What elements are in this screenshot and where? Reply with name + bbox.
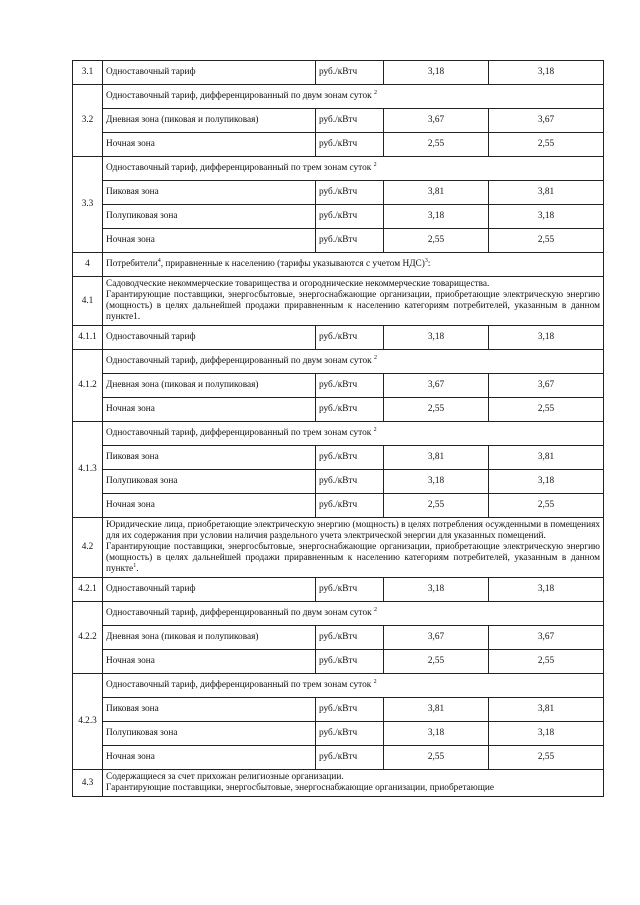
value-cell-2 — [489, 494, 604, 518]
tariff-value-1: 3,81 — [427, 452, 445, 462]
paragraph — [106, 520, 600, 542]
text-fragment: Садоводческие некоммерческие товарищества и огороднические некоммерческие товарищества. — [106, 279, 490, 289]
table-row — [73, 722, 604, 746]
item-number — [73, 602, 103, 674]
unit-cell — [316, 229, 384, 253]
tariff-name: Ночная зона — [106, 139, 155, 149]
item-number — [73, 85, 103, 157]
tariff-value-2: 2,55 — [537, 656, 555, 666]
tariff-name: Ночная зона — [106, 656, 155, 666]
tariff-name: Дневная зона (пиковая и полупиковая) — [106, 115, 259, 125]
unit-label: руб./кВтч — [319, 728, 358, 738]
tariff-value-2: 2,55 — [537, 404, 555, 414]
table-row — [73, 626, 604, 650]
value-cell-1 — [384, 133, 489, 157]
value-cell-1 — [384, 650, 489, 674]
table-row — [73, 133, 604, 157]
tariff-name-cell — [103, 61, 316, 85]
value-cell-2 — [489, 374, 604, 398]
section-number — [73, 253, 103, 277]
tariff-name: Одноставочный тариф — [106, 67, 196, 77]
unit-cell — [316, 61, 384, 85]
item-number-label: 4.1 — [81, 295, 94, 306]
value-cell-2 — [489, 698, 604, 722]
unit-cell — [316, 205, 384, 229]
table-row — [73, 650, 604, 674]
tariff-name: Ночная зона — [106, 500, 155, 510]
table-row — [73, 229, 604, 253]
text-fragment: Гарантирующие поставщики, энергосбытовые, энергоснабжающие организации, приобретающие электрическую энергию (мощность) в целях дальнейшей продажи приравненным к населению категориям потребителей, указанным в данном пункте — [106, 542, 600, 574]
tariff-name: Пиковая зона — [106, 704, 159, 714]
tariff-value-2: 3,18 — [537, 332, 555, 342]
text-fragment: . — [136, 564, 139, 574]
footnote-mark: 2 — [373, 161, 377, 168]
tariff-value-2: 3,18 — [537, 211, 555, 221]
table-row — [73, 350, 604, 374]
tariff-value-2: 3,67 — [537, 632, 555, 642]
unit-cell — [316, 698, 384, 722]
table-row — [73, 398, 604, 422]
tariff-value-1: 3,18 — [427, 728, 445, 738]
table-row — [73, 674, 604, 698]
item-number — [73, 770, 103, 797]
group-heading-text: Одноставочный тариф, дифференцированный по трем зонам суток — [106, 680, 372, 690]
paragraph — [106, 279, 600, 290]
group-heading-text: Одноставочный тариф, дифференцированный по двум зонам суток — [106, 608, 372, 618]
value-cell-2 — [489, 626, 604, 650]
unit-label: руб./кВтч — [319, 380, 358, 390]
tariff-value-2: 3,18 — [537, 67, 555, 77]
tariff-name: Полупиковая зона — [106, 476, 178, 486]
tariff-name-cell — [103, 494, 316, 518]
item-number-label: 4.1.3 — [78, 464, 97, 474]
value-cell-1 — [384, 326, 489, 350]
tariff-name-cell — [103, 109, 316, 133]
tariff-table — [72, 60, 604, 797]
item-number-label: 4.1.2 — [78, 380, 97, 390]
tariff-value-1: 3,67 — [427, 380, 445, 390]
value-cell-1 — [384, 446, 489, 470]
unit-label: руб./кВтч — [319, 452, 358, 462]
table-row — [73, 602, 604, 626]
paragraph — [106, 542, 600, 575]
item-number — [73, 277, 103, 326]
table-row — [73, 446, 604, 470]
tariff-name: Полупиковая зона — [106, 728, 178, 738]
footnote-mark: 2 — [373, 426, 377, 433]
category-description — [103, 277, 604, 326]
group-heading-text: Одноставочный тариф, дифференцированный по трем зонам суток — [106, 163, 372, 173]
item-number-label: 4.2.1 — [78, 584, 97, 594]
tariff-name-cell — [103, 398, 316, 422]
unit-label: руб./кВтч — [319, 115, 358, 125]
value-cell-1 — [384, 698, 489, 722]
table-row — [73, 470, 604, 494]
table-row — [73, 770, 604, 797]
tariff-name-cell — [103, 446, 316, 470]
tariff-value-2: 2,55 — [537, 235, 555, 245]
value-cell-2 — [489, 446, 604, 470]
tariff-value-1: 3,18 — [427, 584, 445, 594]
value-cell-1 — [384, 374, 489, 398]
table-row — [73, 157, 604, 181]
table-row — [73, 374, 604, 398]
item-number-label: 3.3 — [81, 199, 94, 209]
unit-cell — [316, 746, 384, 770]
tariff-value-2: 3,18 — [537, 476, 555, 486]
unit-label: руб./кВтч — [319, 752, 358, 762]
item-number — [73, 674, 103, 770]
unit-label: руб./кВтч — [319, 211, 358, 221]
tariff-value-2: 3,18 — [537, 728, 555, 738]
value-cell-2 — [489, 205, 604, 229]
tariff-value-1: 2,55 — [427, 752, 445, 762]
table-row — [73, 698, 604, 722]
tariff-name-cell — [103, 722, 316, 746]
value-cell-2 — [489, 398, 604, 422]
tariff-name: Одноставочный тариф — [106, 332, 196, 342]
tariff-value-2: 3,81 — [537, 452, 555, 462]
table-row — [73, 578, 604, 602]
item-number-label: 4.3 — [81, 777, 94, 788]
group-heading — [103, 422, 604, 446]
value-cell-1 — [384, 109, 489, 133]
unit-label: руб./кВтч — [319, 704, 358, 714]
table-row — [73, 85, 604, 109]
item-number — [73, 326, 103, 350]
table-row — [73, 181, 604, 205]
table-row — [73, 277, 604, 326]
unit-cell — [316, 374, 384, 398]
group-heading-text: Одноставочный тариф, дифференцированный по двум зонам суток — [106, 356, 372, 366]
tariff-name: Ночная зона — [106, 752, 155, 762]
footnote-mark: 3 — [424, 257, 428, 264]
footnote-mark: 2 — [374, 89, 377, 96]
tariff-value-1: 2,55 — [427, 656, 445, 666]
tariff-name-cell — [103, 374, 316, 398]
value-cell-2 — [489, 109, 604, 133]
tariff-value-2: 3,18 — [537, 584, 555, 594]
value-cell-1 — [384, 181, 489, 205]
item-number — [73, 578, 103, 602]
group-heading — [103, 674, 604, 698]
tariff-value-1: 2,55 — [427, 500, 445, 510]
tariff-value-1: 3,67 — [427, 115, 445, 125]
footnote-mark: 1 — [133, 562, 137, 569]
text-fragment: : — [427, 259, 431, 269]
tariff-name: Одноставочный тариф — [106, 584, 196, 594]
item-number — [73, 350, 103, 422]
tariff-name-cell — [103, 181, 316, 205]
tariff-value-1: 3,18 — [427, 67, 445, 77]
tariff-value-2: 3,67 — [537, 380, 555, 390]
item-number-label: 3.1 — [81, 67, 94, 77]
tariff-name-cell — [103, 626, 316, 650]
text-fragment: Потребители — [106, 259, 158, 269]
tariff-name: Ночная зона — [106, 404, 155, 414]
unit-label: руб./кВтч — [319, 476, 358, 486]
text-fragment: Содержащиеся за счет прихожан религиозные организации. — [106, 772, 344, 782]
tariff-name-cell — [103, 578, 316, 602]
tariff-name-cell — [103, 133, 316, 157]
group-heading-text: Одноставочный тариф, дифференцированный по двум зонам суток — [106, 91, 372, 101]
unit-cell — [316, 722, 384, 746]
value-cell-2 — [489, 61, 604, 85]
unit-cell — [316, 494, 384, 518]
value-cell-1 — [384, 205, 489, 229]
value-cell-2 — [489, 722, 604, 746]
group-heading — [103, 350, 604, 374]
item-number — [73, 422, 103, 518]
table-row — [73, 518, 604, 578]
item-number — [73, 518, 103, 578]
value-cell-1 — [384, 578, 489, 602]
tariff-name-cell — [103, 326, 316, 350]
footnote-mark: 2 — [373, 678, 377, 685]
group-heading — [103, 157, 604, 181]
tariff-value-1: 3,81 — [427, 704, 445, 714]
item-number — [73, 157, 103, 253]
footnote-mark: 4 — [157, 257, 161, 264]
tariff-name-cell — [103, 698, 316, 722]
tariff-value-1: 3,18 — [427, 211, 445, 221]
value-cell-1 — [384, 398, 489, 422]
unit-label: руб./кВтч — [319, 404, 358, 414]
footnote-mark: 2 — [374, 354, 377, 361]
tariff-value-1: 3,18 — [427, 476, 445, 486]
value-cell-2 — [489, 746, 604, 770]
table-row — [73, 422, 604, 446]
unit-cell — [316, 181, 384, 205]
group-heading — [103, 85, 604, 109]
text-fragment: Гарантирующие поставщики, энергосбытовые, энергоснабжающие организации, приобретающие — [106, 783, 494, 793]
item-number — [73, 61, 103, 85]
value-cell-1 — [384, 61, 489, 85]
table-row — [73, 746, 604, 770]
category-description — [103, 770, 604, 797]
value-cell-2 — [489, 229, 604, 253]
unit-cell — [316, 326, 384, 350]
value-cell-2 — [489, 181, 604, 205]
unit-label: руб./кВтч — [319, 187, 358, 197]
text-fragment: Гарантирующие поставщики, энергосбытовые, энергоснабжающие организации, приобретающие электрическую энергию (мощность) в целях дальнейшей продажи приравненным к населению категориям потребителей, указанным в данном пункте1. — [106, 290, 600, 322]
item-number-label: 4.2.3 — [78, 716, 97, 726]
tariff-name-cell — [103, 470, 316, 494]
tariff-value-2: 2,55 — [537, 500, 555, 510]
table-row — [73, 61, 604, 85]
tariff-name: Дневная зона (пиковая и полупиковая) — [106, 632, 259, 642]
tariff-name: Ночная зона — [106, 235, 155, 245]
section-number-label: 4 — [85, 259, 90, 269]
unit-label: руб./кВтч — [319, 332, 358, 342]
value-cell-2 — [489, 578, 604, 602]
unit-cell — [316, 578, 384, 602]
unit-cell — [316, 446, 384, 470]
value-cell-1 — [384, 626, 489, 650]
value-cell-1 — [384, 494, 489, 518]
unit-cell — [316, 470, 384, 494]
group-heading — [103, 602, 604, 626]
value-cell-2 — [489, 326, 604, 350]
tariff-name: Пиковая зона — [106, 452, 159, 462]
tariff-value-1: 2,55 — [427, 404, 445, 414]
tariff-value-1: 3,67 — [427, 632, 445, 642]
table-row — [73, 494, 604, 518]
item-number-label: 4.2.2 — [78, 632, 97, 642]
value-cell-1 — [384, 746, 489, 770]
table-row — [73, 326, 604, 350]
footnote-mark: 2 — [374, 606, 377, 613]
item-number-label: 4.1.1 — [78, 332, 97, 342]
item-number-label: 3.2 — [81, 115, 94, 125]
table-row — [73, 253, 604, 277]
unit-label: руб./кВтч — [319, 139, 358, 149]
unit-cell — [316, 109, 384, 133]
section-heading — [103, 253, 604, 277]
paragraph — [106, 290, 600, 323]
tariff-name-cell — [103, 205, 316, 229]
table-row — [73, 205, 604, 229]
value-cell-1 — [384, 722, 489, 746]
tariff-value-1: 2,55 — [427, 139, 445, 149]
tariff-value-2: 3,81 — [537, 187, 555, 197]
tariff-name-cell — [103, 746, 316, 770]
tariff-name: Пиковая зона — [106, 187, 159, 197]
unit-cell — [316, 626, 384, 650]
unit-label: руб./кВтч — [319, 632, 358, 642]
tariff-name-cell — [103, 229, 316, 253]
value-cell-1 — [384, 470, 489, 494]
item-number-label: 4.2 — [81, 542, 94, 552]
tariff-value-2: 2,55 — [537, 752, 555, 762]
group-heading-text: Одноставочный тариф, дифференцированный по трем зонам суток — [106, 428, 372, 438]
unit-cell — [316, 650, 384, 674]
tariff-value-2: 2,55 — [537, 139, 555, 149]
unit-cell — [316, 398, 384, 422]
category-description — [103, 518, 604, 578]
value-cell-2 — [489, 650, 604, 674]
unit-label: руб./кВтч — [319, 584, 358, 594]
tariff-value-1: 3,18 — [427, 332, 445, 342]
value-cell-1 — [384, 229, 489, 253]
table-row — [73, 109, 604, 133]
tariff-value-1: 2,55 — [427, 235, 445, 245]
tariff-name: Полупиковая зона — [106, 211, 178, 221]
value-cell-2 — [489, 133, 604, 157]
tariff-value-1: 3,81 — [427, 187, 445, 197]
unit-label: руб./кВтч — [319, 67, 358, 77]
text-fragment: Юридические лица, приобретающие электрическую энергию (мощность) в целях потребления осужденными в помещениях для их содержания при условии наличия раздельного учета электрической энергии для указанных помещений. — [106, 520, 600, 541]
unit-cell — [316, 133, 384, 157]
paragraph — [106, 783, 600, 794]
unit-label: руб./кВтч — [319, 500, 358, 510]
unit-label: руб./кВтч — [319, 235, 358, 245]
tariff-value-2: 3,67 — [537, 115, 555, 125]
unit-label: руб./кВтч — [319, 656, 358, 666]
paragraph — [106, 772, 600, 783]
tariff-name: Дневная зона (пиковая и полупиковая) — [106, 380, 259, 390]
tariff-name-cell — [103, 650, 316, 674]
tariff-table-body — [73, 61, 604, 797]
value-cell-2 — [489, 470, 604, 494]
tariff-value-2: 3,81 — [537, 704, 555, 714]
text-fragment: , приравненные к населению (тарифы указываются с учетом НДС) — [160, 259, 425, 269]
